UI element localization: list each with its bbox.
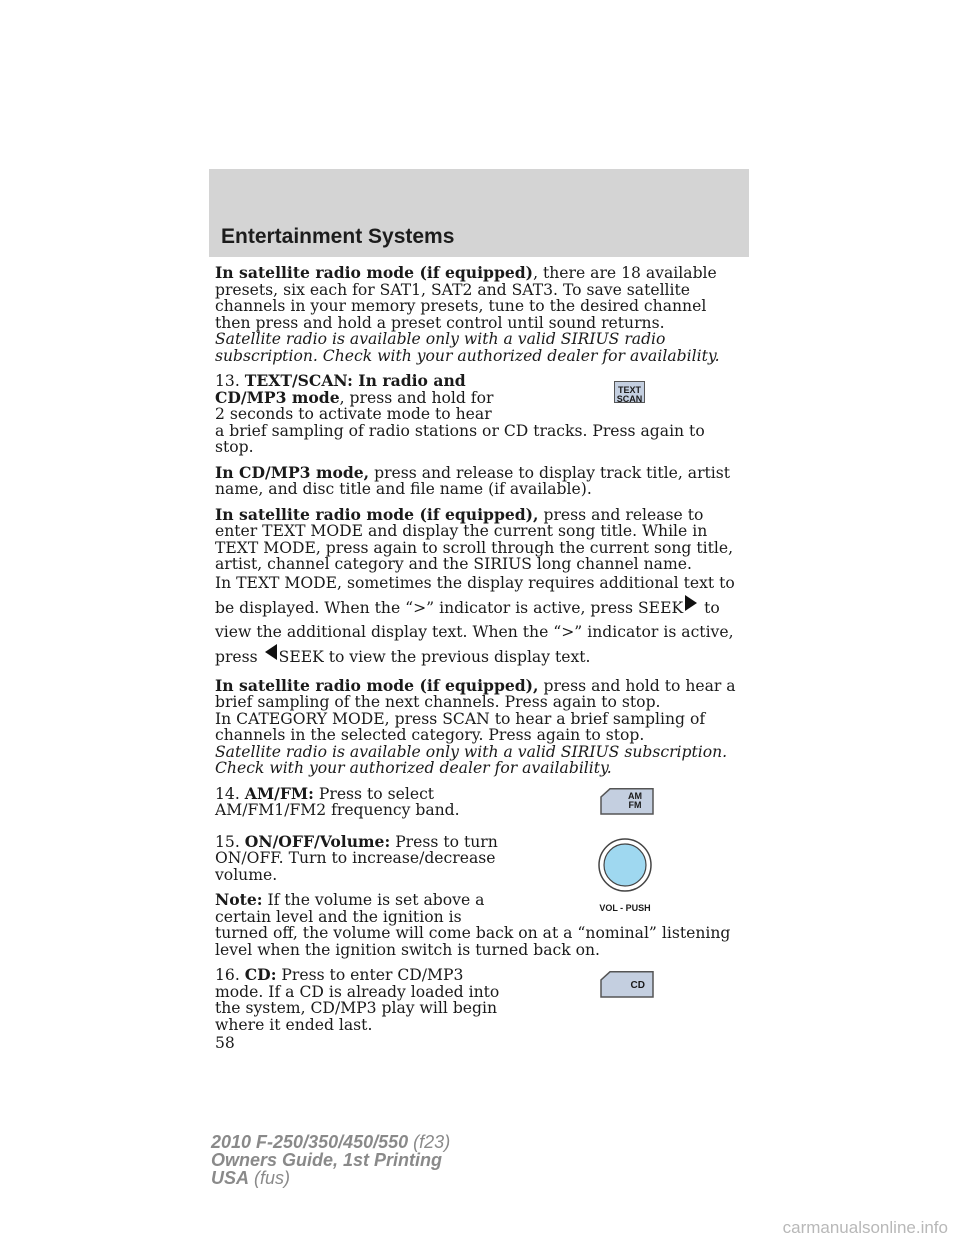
am-fm-icon-line1: AM (628, 790, 642, 801)
note-lead: Note: (215, 890, 263, 909)
section-header-band (209, 169, 749, 257)
note-text (215, 892, 505, 925)
item-15-lead: ON/OFF/Volume: (244, 831, 391, 851)
sat-text-paragraph (215, 504, 745, 573)
section-title: Entertainment Systems (221, 225, 455, 248)
item-14-text (215, 783, 505, 819)
item-16 (215, 967, 745, 1033)
item-13 (215, 373, 745, 423)
page-content (215, 265, 745, 1061)
item-16-body: Press to enter CD/MP3 mode. If a CD is already loaded into the system, CD/MP3 play will begin where it ended last. (215, 966, 500, 1034)
sat-note-2: Satellite radio is available only with a valid SIRIUS subscription. Check with your authorized dealer for availability. (215, 742, 728, 777)
print-footer (211, 1133, 450, 1187)
item-14 (215, 783, 745, 834)
item-13-text (215, 373, 505, 423)
item-15-body: Press to turn ON/OFF. Turn to increase/decrease volume. (215, 832, 498, 884)
footer-market: USA (211, 1168, 250, 1188)
am-fm-button-icon (600, 788, 654, 815)
footer-line-2: Owners Guide, 1st Printing (211, 1150, 443, 1170)
am-fm-icon-line2: FM (628, 799, 642, 810)
text-scan-icon-line2: SCAN (616, 394, 643, 404)
sat-presets-paragraph (215, 265, 745, 364)
cd-icon-shape (600, 971, 654, 998)
item-16-lead: CD: (244, 965, 277, 984)
volume-knob-label: VOL - PUSH (599, 903, 651, 913)
sat-scan-paragraph (215, 675, 745, 777)
category-mode-text: In CATEGORY MODE, press SCAN to hear a brief sampling of channels in the selected category. Press again to stop. (215, 709, 706, 744)
am-fm-icon-shape (600, 788, 654, 815)
text-mode-part2: to view the additional display text. When the “>” indicator is active, press (215, 598, 734, 666)
item-14-lead: AM/FM: (244, 783, 314, 803)
seek-right-icon (685, 595, 697, 611)
footer-model-code: (f23) (408, 1132, 451, 1152)
footer-market-code: (fus) (249, 1168, 291, 1188)
text-mode-part1: In TEXT MODE, sometimes the display requires additional text to be displayed. When the “>” indicator is active, press SEEK (215, 573, 735, 617)
footer-line-3 (211, 1169, 450, 1187)
watermark: carmanualsonline.info (782, 1218, 948, 1237)
cd-mode-body: press and release to display track title, artist name, and disc title and file name (if available). (215, 463, 731, 498)
footer-model: 2010 F-250/350/450/550 (211, 1132, 409, 1152)
sat-text-lead: In satellite radio mode (if equipped), (215, 504, 539, 524)
item-15-number: 15. (215, 832, 245, 851)
text-mode-paragraph (215, 571, 745, 669)
footer-line-1 (211, 1133, 450, 1151)
volume-knob-shape (577, 836, 673, 894)
item-13-continued: a brief sampling of radio stations or CD tracks. Press again to stop. (215, 421, 705, 456)
cd-button-icon (600, 971, 654, 998)
sat-text-body: press and release to enter TEXT MODE and display the current song title. While in TEXT MODE, press again to scroll through the current song title, artist, channel category and the SIRIUS long channel name. (215, 505, 734, 573)
text-scan-button-icon (614, 381, 645, 403)
volume-knob-icon (577, 836, 673, 913)
item-14-body: Press to select AM/FM1/FM2 frequency band. (215, 784, 460, 819)
item-16-text (215, 967, 505, 1033)
sat-note-1: Satellite radio is available only with a valid SIRIUS radio subscription. Check with your authorized dealer for availability. (215, 330, 720, 365)
cd-mode-paragraph (215, 462, 745, 498)
text-scan-icon-line1: TEXT (617, 385, 641, 395)
sat-scan-body: press and hold to hear a brief sampling of the next channels. Press again to stop. (215, 676, 736, 711)
cd-mode-lead: In CD/MP3 mode, (215, 462, 370, 482)
text-mode-part3: SEEK to view the previous display text. (278, 647, 591, 666)
page-number: 58 (215, 1034, 235, 1052)
item-13-body: , press and hold for 2 seconds to activate mode to hear (215, 388, 494, 423)
note-body: If the volume is set above a certain level and the ignition is (215, 891, 485, 926)
item-13-lead: TEXT/SCAN: In radio and CD/MP3 mode (215, 371, 466, 407)
item-16-number: 16. (215, 966, 245, 984)
sat-scan-lead: In satellite radio mode (if equipped), (215, 675, 539, 695)
item-13-number: 13. (215, 372, 245, 390)
note-continued: turned off, the volume will come back on at a “nominal” listening level when the ignition switch is turned back on. (215, 924, 731, 959)
cd-icon-label: CD (630, 980, 645, 991)
sat-presets-body: , there are 18 available presets, six each for SAT1, SAT2 and SAT3. To save satellite channels in your memory presets, tune to the desired channel then press and hold a preset control until sound returns. (215, 264, 717, 332)
seek-left-icon (265, 644, 277, 660)
item-14-number: 14. (215, 784, 245, 803)
item-15-text (215, 831, 505, 884)
am-fm-icon-label (628, 792, 642, 810)
item-15 (215, 831, 745, 926)
sat-presets-lead: In satellite radio mode (if equipped) (215, 263, 534, 282)
